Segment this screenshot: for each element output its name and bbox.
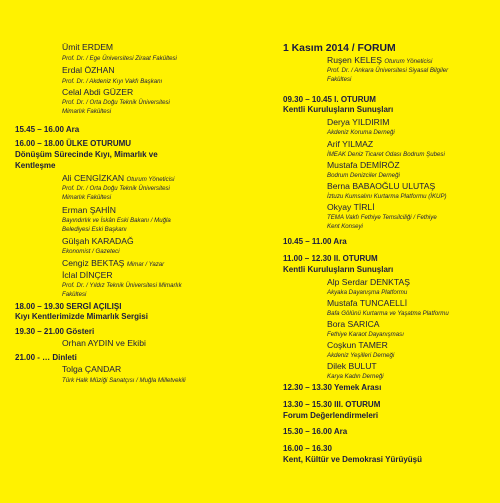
- speaker-affiliation: İztuzu Kumsalını Kurtarma Platformu (İKUP): [327, 193, 447, 200]
- speaker-affiliation: Belediyesi Eski Başkanı: [62, 226, 127, 233]
- speaker-role: Mimar / Yazar: [126, 261, 165, 268]
- speaker-name: Berna BABAOĞLU ULUTAŞ: [327, 181, 436, 191]
- speaker-name: Okyay TİRLİ: [327, 202, 375, 212]
- break-time: 10.45 – 11.00 Ara: [283, 237, 347, 246]
- session-title: Kentleşme: [15, 161, 56, 170]
- speaker-affiliation: Mimarlık Fakültesi: [62, 108, 112, 115]
- session-time: 18.00 – 19.30 SERGİ AÇILIŞI: [15, 302, 122, 311]
- speaker-name: Bora SARICA: [327, 319, 380, 329]
- speaker-affiliation: Kent Konseyi: [327, 223, 363, 230]
- performer-affiliation: Türk Halk Müziği Sanatçısı / Muğla Milletvekili: [62, 377, 186, 384]
- speaker-name: Mustafa DEMİRÖZ: [327, 160, 400, 170]
- speaker-line: [62, 259, 164, 269]
- session-time: 19.30 – 21.00 Gösteri: [15, 327, 95, 336]
- break-time: 15.30 – 16.00 Ara: [283, 427, 348, 436]
- speaker-affiliation: Prof. Dr. / Akdeniz Kıyı Vakfı Başkanı: [62, 78, 163, 85]
- performer-name: Orhan AYDIN ve Ekibi: [62, 338, 146, 348]
- moderator-role: Oturum Yöneticisi: [384, 58, 433, 65]
- speaker-name: Celal Abdi GÜZER: [62, 87, 134, 97]
- speaker-name: Alp Serdar DENKTAŞ: [327, 277, 410, 287]
- speaker-affiliation: İMEAK Deniz Ticaret Odası Bodrum Şubesi: [327, 151, 445, 158]
- day-title: 1 Kasım 2014 / FORUM: [283, 43, 396, 54]
- session-title: Kıyı Kentlerimizde Mimarlık Sergisi: [15, 312, 148, 321]
- break-time: 15.45 – 16.00 Ara: [15, 125, 80, 134]
- session-time: 16.00 – 18.00 ÜLKE OTURUMU: [15, 139, 132, 148]
- speaker-name: Gülşah KARADAĞ: [62, 236, 134, 246]
- speaker-affiliation: TEMA Vakfı Fethiye Temsilciliği / Fethiye: [327, 214, 437, 221]
- speaker-affiliation: Fethiye Karaot Dayanışması: [327, 331, 404, 338]
- speaker-name: Erman ŞAHİN: [62, 205, 116, 215]
- session-title: Forum Değerlendirmeleri: [283, 411, 379, 420]
- speaker-affiliation: Fakültesi: [62, 291, 87, 298]
- speaker-affiliation: Prof. Dr. / Orta Doğu Teknik Üniversitesi: [62, 99, 170, 106]
- session-time: 16.00 – 16.30: [283, 444, 332, 453]
- speaker-name: Erdal ÖZHAN: [62, 65, 115, 75]
- speaker-affiliation: Bodrum Denizciler Derneği: [327, 172, 400, 179]
- speaker-name: Derya YILDIRIM: [327, 117, 390, 127]
- session-time: 09.30 – 10.45 I. OTURUM: [283, 95, 376, 104]
- speaker-name: Mustafa TUNCAELLİ: [327, 298, 408, 308]
- speaker-affiliation: Akyaka Dayanışma Platformu: [327, 289, 408, 296]
- moderator-line: [62, 174, 174, 184]
- moderator-name: Ali CENGİZKAN: [62, 173, 125, 183]
- speaker-name: Cengiz BEKTAŞ: [62, 258, 125, 268]
- speaker-affiliation: Ekonomist / Gazeteci: [62, 248, 120, 255]
- session-time: 13.30 – 15.30 III. OTURUM: [283, 400, 381, 409]
- session-title: Dönüşüm Sürecinde Kıyı, Mimarlık ve: [15, 150, 158, 159]
- speaker-name: Coşkun TAMER: [327, 340, 388, 350]
- speaker-name: Arif YILMAZ: [327, 139, 374, 149]
- session-title: Kent, Kültür ve Demokrasi Yürüyüşü: [283, 455, 422, 464]
- moderator-affiliation: Prof. Dr. / Ankara Üniversitesi Siyasal Bilgiler: [327, 67, 449, 74]
- speaker-name: İclal DİNÇER: [62, 270, 113, 280]
- speaker-affiliation: Karya Kadın Derneği: [327, 373, 384, 380]
- moderator-affiliation: Prof. Dr. / Orta Doğu Teknik Üniversitesi: [62, 185, 170, 192]
- speaker-affiliation: Bafa Gölünü Kurtarma ve Yaşatma Platformu: [327, 310, 449, 317]
- session-title: Kentli Kuruluşların Sunuşları: [283, 105, 394, 114]
- speaker-affiliation: Prof. Dr. / Ege Üniversitesi Ziraat Fakültesi: [62, 55, 177, 62]
- moderator-affiliation: Mimarlık Fakültesi: [62, 194, 112, 201]
- performer-name: Tolga ÇANDAR: [62, 364, 122, 374]
- moderator-name: Ruşen KELEŞ: [327, 55, 382, 65]
- session-time: 21.00 - … Dinleti: [15, 353, 77, 362]
- speaker-name: Ümit ERDEM: [62, 42, 114, 52]
- speaker-affiliation: Akdeniz Yeşilleri Derneği: [327, 352, 395, 359]
- session-title: Kentli Kuruluşların Sunuşları: [283, 265, 394, 274]
- moderator-affiliation: Fakültesi: [327, 76, 352, 83]
- speaker-name: Dilek BULUT: [327, 361, 377, 371]
- break-time: 12.30 – 13.30 Yemek Arası: [283, 383, 382, 392]
- moderator-line: [327, 56, 432, 66]
- session-time: 11.00 – 12.30 II. OTURUM: [283, 254, 378, 263]
- speaker-affiliation: Bayındırlık ve İskân Eski Bakanı / Muğla: [62, 217, 171, 224]
- speaker-affiliation: Akdeniz Koruma Derneği: [327, 129, 395, 136]
- moderator-role: Oturum Yöneticisi: [126, 176, 175, 183]
- speaker-affiliation: Prof. Dr. / Yıldız Teknik Üniversitesi Mimarlık: [62, 282, 182, 289]
